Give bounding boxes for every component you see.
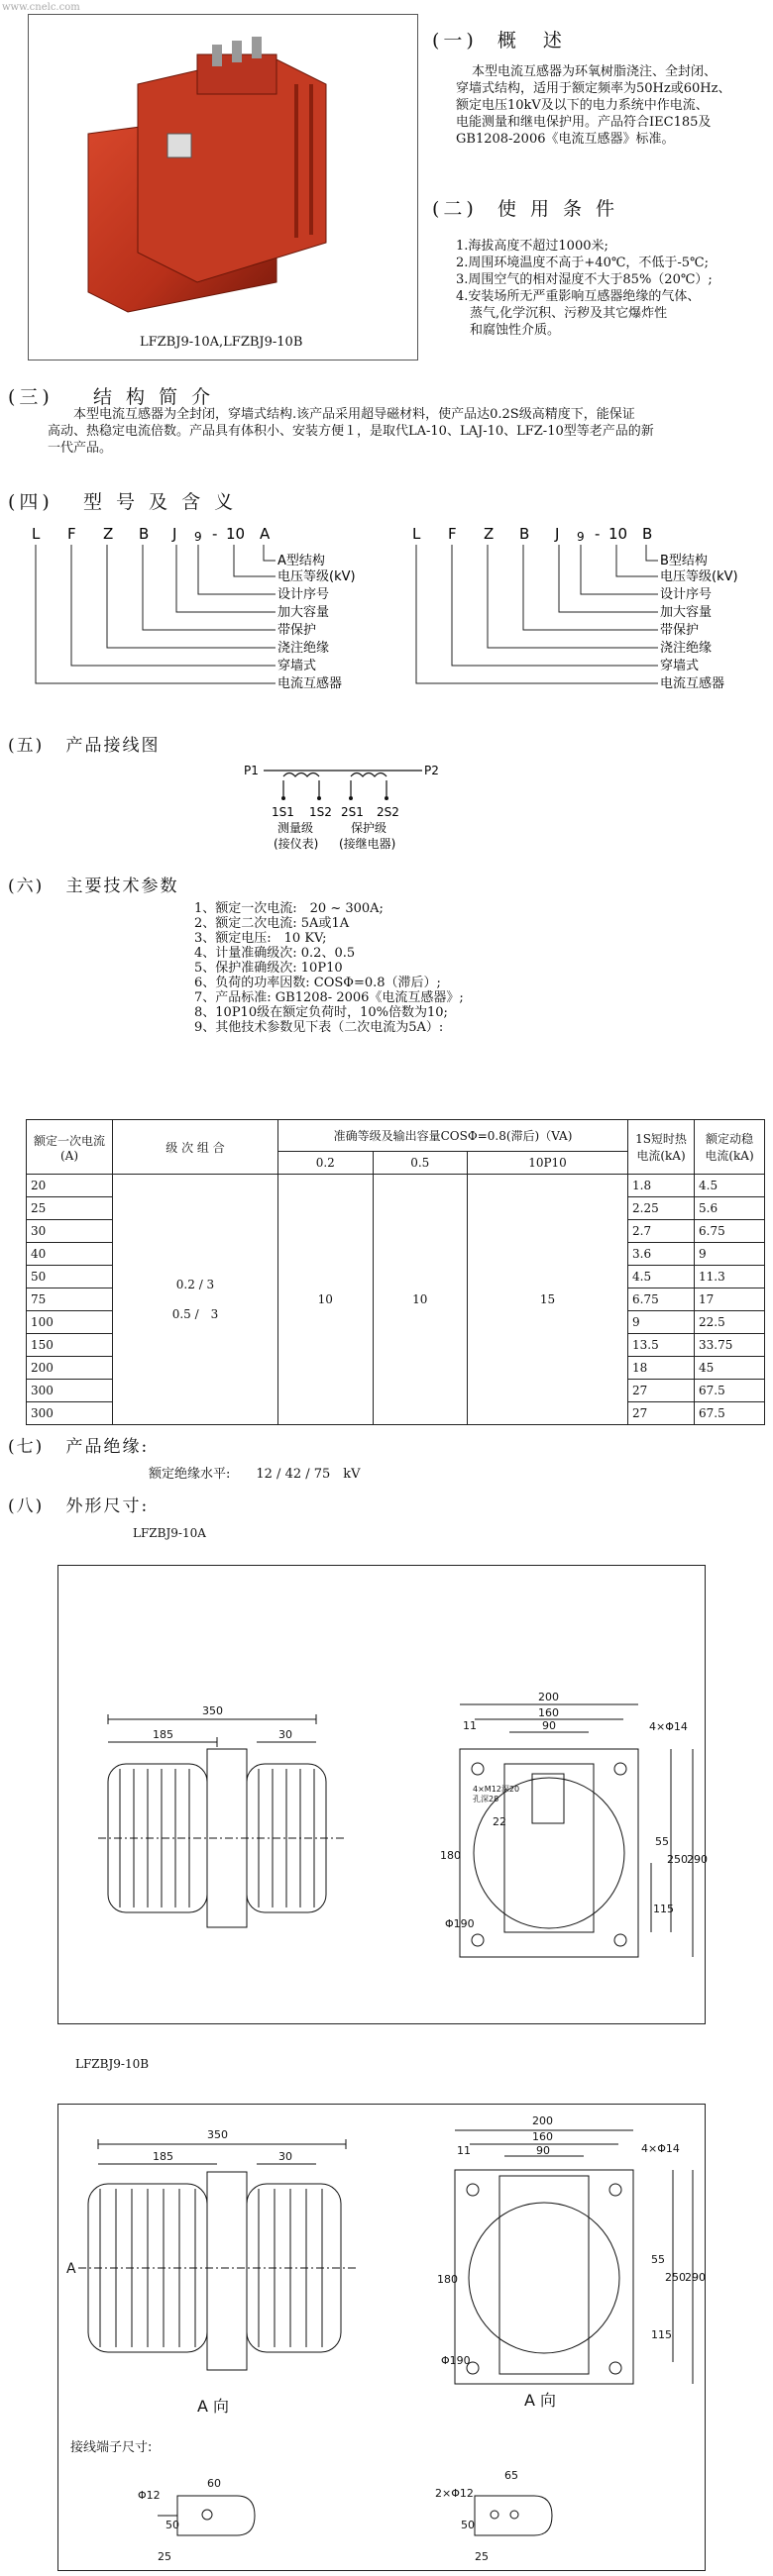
cell-current: 25	[27, 1197, 113, 1220]
section-6-list	[194, 901, 749, 1035]
cell-dynamic: 67.5	[695, 1380, 765, 1402]
drawing-a-frame	[57, 1565, 706, 2024]
cell-current: 100	[27, 1311, 113, 1334]
view-a-right: A 向	[524, 2391, 557, 2410]
dim-160: 160	[538, 1706, 559, 1719]
cell-thermal: 1.8	[628, 1175, 695, 1197]
section-4-heading	[8, 487, 237, 514]
cell-current: 30	[27, 1220, 113, 1243]
model-a-char: -	[212, 525, 218, 543]
t2-65: 65	[504, 2469, 518, 2482]
b-dim-holes: 4×Φ14	[641, 2142, 680, 2155]
b-dim-350: 350	[207, 2128, 228, 2141]
s1-line: GB1208-2006《电流互感器》标准。	[456, 132, 675, 147]
terminal-p1: P1	[244, 764, 259, 777]
b-dim-90: 90	[536, 2144, 550, 2157]
section-6-heading	[8, 872, 178, 896]
s2-line: 蒸气,化学沉积、污秽及其它爆炸性	[470, 306, 668, 321]
dim-22: 22	[493, 1815, 506, 1828]
s2-line: 4.安装场所无严重影响互感器绝缘的气体、	[456, 289, 701, 304]
section-2-heading	[432, 194, 618, 221]
group-measure: 测量级	[277, 821, 314, 835]
cell-current: 50	[27, 1266, 113, 1288]
header-text: 电流(kA)	[705, 1149, 754, 1163]
group-protect-note: (接继电器)	[339, 837, 396, 851]
terminal-2s1: 2S1	[341, 805, 364, 819]
dim-180: 180	[440, 1849, 461, 1862]
dim-115: 115	[653, 1903, 674, 1915]
section-6-number: (六)	[8, 876, 45, 896]
model-a-char: Z	[103, 525, 114, 543]
s6-line: 4、计量准确级次: 0.2、0.5	[194, 946, 356, 961]
table-row	[27, 1175, 765, 1197]
s6-line: 8、10P10级在额定负荷时，10%倍数为10;	[194, 1005, 448, 1020]
model-b-char: Z	[484, 525, 495, 543]
section-7-title: 产品绝缘:	[65, 1437, 150, 1457]
section-4-title: 型 号 及 含 义	[82, 491, 238, 513]
s6-line: 6、负荷的功率因数: COSΦ=0.8（滞后）;	[194, 976, 441, 990]
model-b-char: B	[519, 525, 530, 543]
terminal-size-label: 接线端子尺寸:	[70, 2440, 153, 2455]
s1-line: 本型电流互感器为环氧树脂浇注、全封闭、	[472, 64, 718, 79]
drawing-b	[58, 2105, 705, 2570]
header-acc-02: 0.2	[278, 1152, 374, 1175]
cell-dynamic: 11.3	[695, 1266, 765, 1288]
terminal-p2: P2	[424, 764, 439, 777]
s3-line: 本型电流互感器为全封闭，穿墙式结构.该产品采用超导磁材料，使产品达0.2S级高精度下，能保证	[73, 407, 635, 422]
t1-60: 60	[207, 2477, 221, 2490]
model-a-label: 带保护	[277, 623, 317, 638]
wiring-diagram	[228, 761, 486, 889]
s1-line: 穿墙式结构，适用于额定频率为50Hz或60Hz、	[456, 81, 731, 96]
s1-line: 电能测量和继电保护用。产品符合IEC185及	[456, 115, 712, 130]
view-a-left: A 向	[197, 2397, 230, 2416]
section-7-number: (七)	[8, 1437, 45, 1457]
header-text: 额定动稳	[705, 1132, 753, 1146]
t1-25: 25	[158, 2550, 171, 2563]
b-dim-55: 55	[651, 2253, 665, 2266]
s2-line: 和腐蚀性介质。	[470, 323, 561, 338]
model-a-label: 加大容量	[277, 605, 330, 620]
cell-thermal: 27	[628, 1402, 695, 1425]
model-code-diagram	[0, 515, 773, 733]
section-1-title: 概 述	[497, 30, 566, 52]
section-2-body	[456, 238, 769, 339]
b-dim-11: 11	[457, 2144, 471, 2157]
cell-dynamic: 6.75	[695, 1220, 765, 1243]
cell-dynamic: 33.75	[695, 1334, 765, 1357]
model-a-label: 设计序号	[277, 587, 330, 602]
terminal-1s2: 1S2	[309, 805, 332, 819]
section-3-body	[48, 406, 771, 457]
terminal-2s2: 2S2	[377, 805, 399, 819]
model-a-char: L	[32, 525, 41, 543]
cell-dynamic: 22.5	[695, 1311, 765, 1334]
cell-thermal: 2.7	[628, 1220, 695, 1243]
t1-50: 50	[166, 2519, 179, 2531]
header-thermal	[628, 1120, 695, 1175]
cell-combo	[113, 1175, 278, 1425]
drawing-a-label: LFZBJ9-10A	[133, 1526, 206, 1540]
section-4-number: (四)	[8, 491, 54, 513]
group-measure-note: (接仪表)	[274, 837, 319, 851]
dim-90: 90	[542, 1719, 556, 1732]
header-dynamic	[695, 1120, 765, 1175]
cell-current: 150	[27, 1334, 113, 1357]
t2-dia: 2×Φ12	[435, 2487, 474, 2500]
dim-dia190: Φ190	[445, 1917, 475, 1930]
cell-dynamic: 45	[695, 1357, 765, 1380]
section-8-number: (八)	[8, 1496, 45, 1516]
header-acc-05: 0.5	[373, 1152, 468, 1175]
photo-caption: LFZBJ9-10A,LFZBJ9-10B	[140, 335, 303, 350]
cell-current: 200	[27, 1357, 113, 1380]
cell-current: 300	[27, 1402, 113, 1425]
model-b-label: 穿墙式	[660, 659, 700, 673]
section-7-heading	[8, 1432, 149, 1457]
cell-dynamic: 5.6	[695, 1197, 765, 1220]
cell-current: 20	[27, 1175, 113, 1197]
b-dim-30: 30	[278, 2150, 292, 2163]
b-dim-160: 160	[532, 2130, 553, 2143]
section-5-heading	[8, 731, 160, 756]
model-b-char: L	[412, 525, 421, 543]
model-b-label: 电流互感器	[660, 676, 725, 691]
section-3-title: 结 构 简 介	[93, 386, 215, 408]
model-a-char: J	[172, 525, 177, 543]
dim-200: 200	[538, 1691, 559, 1703]
cell-thermal: 9	[628, 1311, 695, 1334]
section-1-heading	[432, 26, 566, 52]
model-a-label: A型结构	[277, 554, 325, 568]
model-a-char: 9	[194, 530, 202, 544]
drawing-b-label: LFZBJ9-10B	[75, 2057, 150, 2071]
section-1-number: (一)	[432, 30, 478, 52]
b-dim-290: 290	[685, 2271, 706, 2284]
header-text: 电流(kA)	[636, 1149, 686, 1163]
model-b-label: 设计序号	[660, 587, 713, 602]
insulation-level: 额定绝缘水平: 12 / 42 / 75 kV	[149, 1467, 361, 1482]
section-5-number: (五)	[8, 736, 45, 756]
t2-50: 50	[461, 2519, 475, 2531]
cell-dynamic: 67.5	[695, 1402, 765, 1425]
section-8-heading	[8, 1492, 149, 1516]
cell-va: 15	[468, 1175, 628, 1425]
b-dim-200: 200	[532, 2114, 553, 2127]
section-3-number: (三)	[8, 386, 54, 408]
header-current	[27, 1120, 113, 1175]
b-dim-dia190: Φ190	[441, 2354, 471, 2367]
model-a-char: 10	[226, 525, 246, 543]
model-a-char: F	[67, 525, 76, 543]
drawing-b-frame	[57, 2104, 706, 2571]
dim-holes: 4×Φ14	[649, 1720, 688, 1733]
dim-350: 350	[202, 1704, 223, 1717]
terminal-1s1: 1S1	[272, 805, 294, 819]
model-b-label: 加大容量	[660, 605, 713, 620]
s1-line: 额定电压10kV及以下的电力系统中作电流、	[456, 98, 709, 113]
product-photo	[29, 15, 417, 360]
s6-line: 5、保护准确级次: 10P10	[194, 961, 343, 976]
b-dim-115: 115	[651, 2328, 672, 2341]
drawing-a	[58, 1566, 708, 2023]
model-a-code	[32, 525, 271, 544]
dim-30: 30	[278, 1728, 292, 1741]
model-a-label: 穿墙式	[277, 659, 317, 673]
s6-line: 2、额定二次电流: 5A或1A	[194, 916, 350, 931]
header-combo: 级 次 组 合	[113, 1120, 278, 1175]
cell-va: 10	[278, 1175, 374, 1425]
s6-line: 7、产品标准: GB1208- 2006《电流互感器》;	[194, 990, 464, 1005]
model-a-char: A	[260, 525, 271, 543]
b-view-marker: A	[66, 2261, 76, 2277]
watermark: www.cnelc.com	[2, 2, 80, 13]
b-dim-180: 180	[437, 2273, 458, 2286]
combo-line: 0.2 / 3	[175, 1277, 215, 1291]
s6-line: 1、额定一次电流: 20 ~ 300A;	[194, 901, 384, 916]
dim-290: 290	[687, 1853, 708, 1866]
cell-current: 300	[27, 1380, 113, 1402]
combo-line: 0.5 / 3	[171, 1306, 219, 1321]
dim-55: 55	[655, 1835, 669, 1848]
model-a-label: 浇注绝缘	[277, 641, 330, 656]
section-2-title: 使 用 条 件	[497, 198, 619, 220]
section-5-title: 产品接线图	[65, 736, 161, 756]
cell-dynamic: 9	[695, 1243, 765, 1266]
model-b-char: -	[595, 525, 601, 543]
cell-thermal: 27	[628, 1380, 695, 1402]
product-photo-frame	[28, 14, 418, 361]
s6-line: 9、其他技术参数见下表（二次电流为5A）:	[194, 1020, 444, 1035]
model-b-label: B型结构	[660, 554, 708, 568]
model-b-char: J	[555, 525, 560, 543]
dim-250: 250	[667, 1853, 688, 1866]
header-acc-10p10: 10P10	[468, 1152, 628, 1175]
t1-dia: Φ12	[138, 2489, 161, 2502]
cell-thermal: 2.25	[628, 1197, 695, 1220]
cell-va: 10	[373, 1175, 468, 1425]
s3-line: 一代产品。	[48, 441, 113, 456]
cell-current: 75	[27, 1288, 113, 1311]
s3-line: 高动、热稳定电流倍数。产品具有体积小、安装方便１，是取代LA-10、LAJ-10、LFZ-10型等老产品的新	[48, 424, 654, 439]
dim-nuts-depth: 孔深28	[473, 1795, 499, 1803]
dim-185: 185	[153, 1728, 173, 1741]
b-dim-185: 185	[153, 2150, 173, 2163]
model-b-char: B	[642, 525, 653, 543]
header-text: 额定一次电流	[33, 1133, 105, 1148]
s6-line: 3、额定电压: 10 KV;	[194, 931, 327, 946]
header-text: 1S短时热	[635, 1132, 687, 1146]
cell-dynamic: 4.5	[695, 1175, 765, 1197]
s2-line: 1.海拔高度不超过1000米;	[456, 239, 608, 254]
header-accuracy: 准确等级及输出容量COSΦ=0.8(滞后)（VA)	[278, 1120, 628, 1152]
cell-thermal: 6.75	[628, 1288, 695, 1311]
cell-thermal: 3.6	[628, 1243, 695, 1266]
cell-thermal: 13.5	[628, 1334, 695, 1357]
cell-thermal: 4.5	[628, 1266, 695, 1288]
section-8-title: 外形尺寸:	[65, 1496, 150, 1516]
model-b-label: 带保护	[660, 623, 700, 638]
s2-line: 3.周围空气的相对湿度不大于85%（20℃）;	[456, 272, 713, 287]
s2-line: 2.周围环境温度不高于+40℃，不低于-5℃;	[456, 256, 709, 270]
model-b-code	[412, 525, 652, 544]
parameter-table	[26, 1119, 765, 1425]
b-dim-250: 250	[665, 2271, 686, 2284]
cell-dynamic: 17	[695, 1288, 765, 1311]
cell-current: 40	[27, 1243, 113, 1266]
cell-thermal: 18	[628, 1357, 695, 1380]
model-a-label: 电压等级(kV)	[277, 569, 356, 584]
model-b-label: 电压等级(kV)	[660, 569, 738, 584]
dim-11: 11	[463, 1719, 477, 1732]
t2-25: 25	[475, 2550, 489, 2563]
model-b-label: 浇注绝缘	[660, 641, 713, 656]
header-text: (A)	[59, 1148, 79, 1163]
model-b-char: F	[448, 525, 457, 543]
group-protect: 保护级	[351, 821, 387, 835]
dim-nuts: 4×M12深20	[473, 1785, 520, 1794]
model-b-char: 9	[577, 530, 585, 544]
model-a-label: 电流互感器	[277, 676, 343, 691]
section-2-number: (二)	[432, 198, 478, 220]
section-1-body	[456, 63, 769, 148]
model-b-char: 10	[608, 525, 628, 543]
section-3-heading	[8, 382, 214, 409]
model-a-char: B	[139, 525, 150, 543]
section-6-title: 主要技术参数	[65, 876, 179, 896]
